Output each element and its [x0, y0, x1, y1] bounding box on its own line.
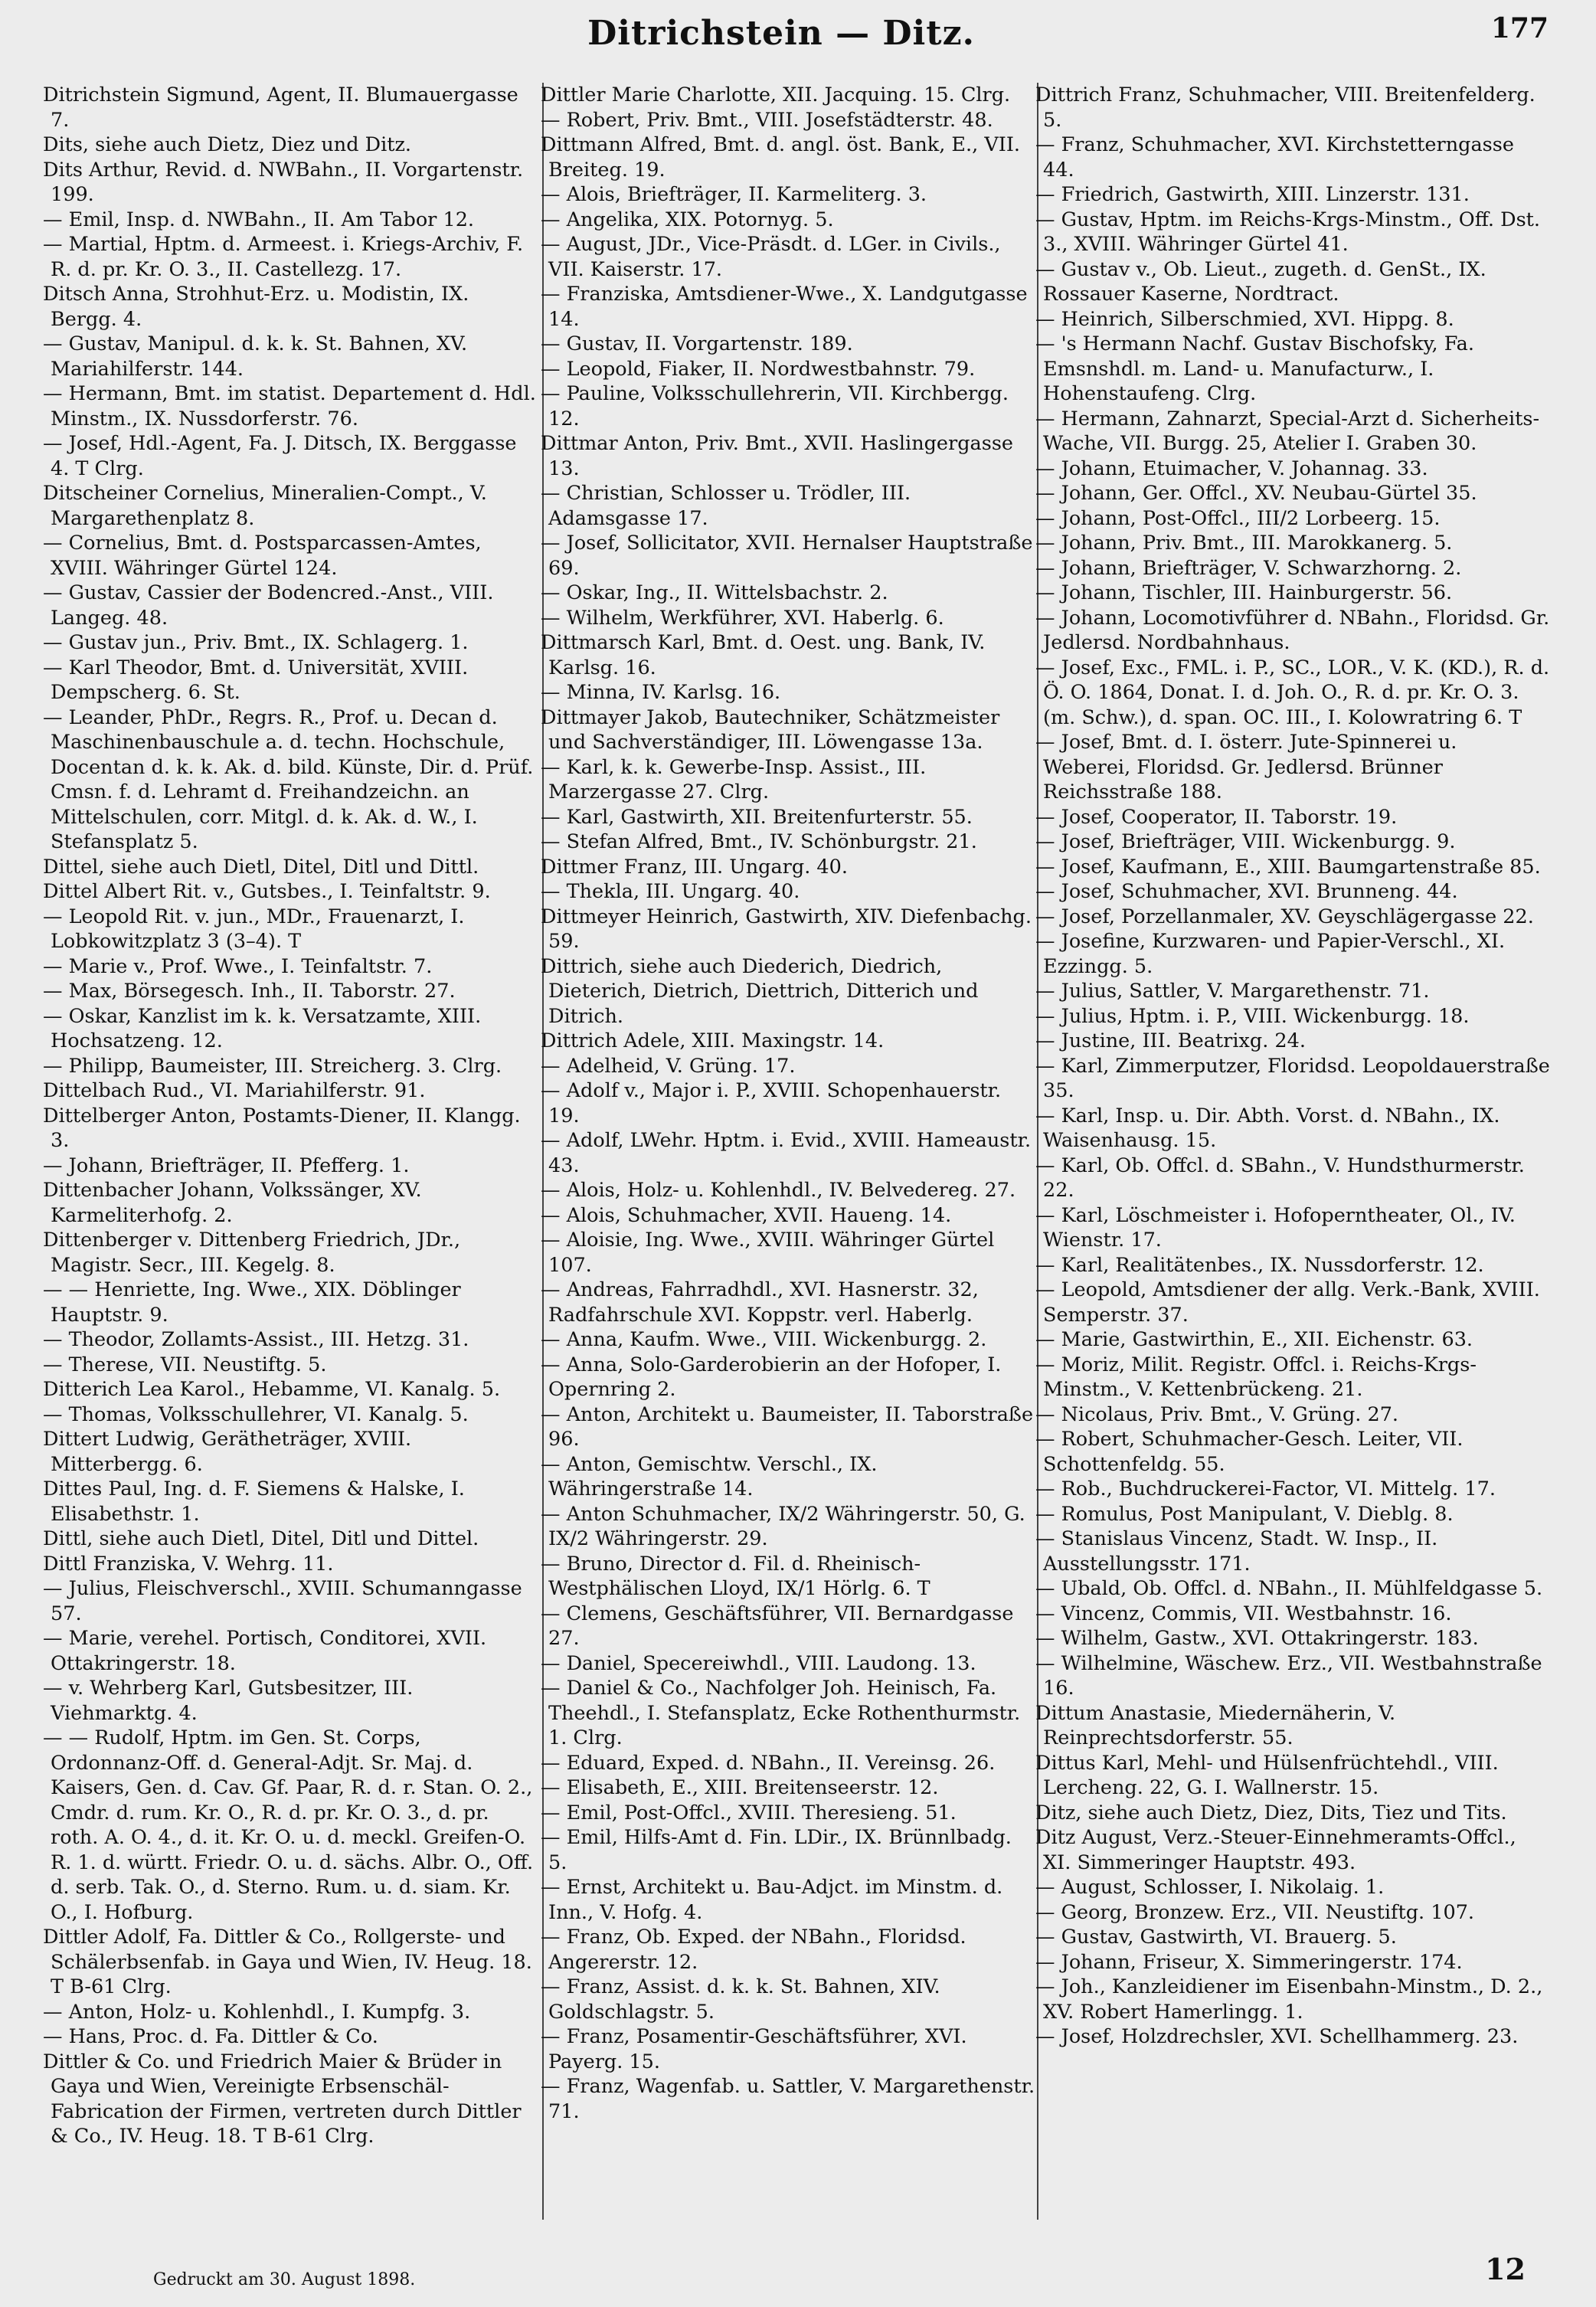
directory-entry: Ditrichstein Sigmund, Agent, II. Blumauergasse 7. [43, 83, 518, 132]
directory-entry: — Stefan Alfred, Bmt., IV. Schönburgstr. 21. [541, 830, 977, 853]
directory-entry: — Elisabeth, E., XIII. Breitenseerstr. 12. [541, 1776, 939, 1799]
directory-entry: Dittrich, siehe auch Diederich, Diedrich, Dieterich, Dietrich, Diettrich, Ditterich und Ditrich. [541, 954, 979, 1028]
directory-entry: — — Rudolf, Hptm. im Gen. St. Corps, Ordonnanz-Off. d. General-Adjt. Sr. Maj. d. Kaisers, Gen. d. Cav. Gf. Paar, R. d. r. Stan. O. 2., Cmdr. d. rum. Kr. O., R. d. pr. Kr. O. 3., d. pr. roth. A. O. 4., d. it. Kr. O. u. d. meckl. Greifen-O. R. 1. d. württ. Friedr. O. u. d. sächs. Albr. O., Off. d. serb. Tak. O., d. Sterno. Rum. u. d. siam. Kr. O., I. Hofburg. [43, 1726, 534, 1924]
directory-entry: — Nicolaus, Priv. Bmt., V. Grüng. 27. [1035, 1402, 1399, 1426]
directory-entry: — Josef, Hdl.-Agent, Fa. J. Ditsch, IX. Berggasse 4. T Clrg. [43, 432, 517, 480]
directory-entry: — Daniel & Co., Nachfolger Joh. Heinisch, Fa. Theehdl., I. Stefansplatz, Ecke Rothenthurmstr. 1. Clrg. [541, 1677, 1021, 1749]
directory-entry: — Josef, Holzdrechsler, XVI. Schellhammerg. 23. [1035, 2025, 1519, 2048]
directory-entry: — Theodor, Zollamts-Assist., III. Hetzg. 31. [43, 1328, 469, 1351]
directory-entry: — Bruno, Director d. Fil. d. Rheinisch-Westphälischen Lloyd, IX/1 Hörlg. 6. T [541, 1552, 930, 1600]
directory-entry: — Leopold Rit. v. jun., MDr., Frauenarzt, I. Lobkowitzplatz 3 (3–4). T [43, 905, 465, 953]
directory-entry: — Karl, k. k. Gewerbe-Insp. Assist., III. Marzergasse 27. Clrg. [541, 755, 927, 803]
directory-entry: — Alois, Schuhmacher, XVII. Haueng. 14. [541, 1203, 952, 1227]
column-3 [1035, 83, 1550, 2235]
directory-entry: — Leopold, Amtsdiener der allg. Verk.-Bank, XVIII. Semperstr. 37. [1035, 1278, 1540, 1327]
directory-entry: — Philipp, Baumeister, III. Streicherg. 3. Clrg. [43, 1054, 502, 1078]
directory-entry: — Ubald, Ob. Offcl. d. NBahn., II. Mühlfeldgasse 5. [1035, 1577, 1543, 1600]
directory-entry: — Franz, Ob. Exped. der NBahn., Floridsd. Angererstr. 12. [541, 1926, 966, 1974]
column-1 [43, 83, 541, 2235]
directory-entry: — Minna, IV. Karlsg. 16. [541, 681, 781, 704]
directory-entry: Dittel, siehe auch Dietl, Ditel, Ditl und Dittl. [43, 855, 479, 879]
directory-entry: — Moriz, Milit. Registr. Offcl. i. Reichs-Krgs-Minstm., V. Kettenbrückeng. 21. [1035, 1353, 1477, 1401]
directory-entry: — Josef, Briefträger, VIII. Wickenburgg. 9. [1035, 830, 1456, 853]
directory-entry: — Clemens, Geschäftsführer, VII. Bernardgasse 27. [541, 1602, 1014, 1650]
directory-entry: — Martial, Hptm. d. Armeest. i. Kriegs-Archiv, F. R. d. pr. Kr. O. 3., II. Castellezg. 17. [43, 233, 524, 281]
directory-entry: — Gustav, Manipul. d. k. k. St. Bahnen, XV. Mariahilferstr. 144. [43, 332, 468, 381]
directory-entry: — August, JDr., Vice-Präsdt. d. LGer. in Civils., VII. Kaiserstr. 17. [541, 233, 1001, 281]
directory-entry: — Karl, Gastwirth, XII. Breitenfurterstr. 55. [541, 805, 973, 829]
directory-entry: — Hans, Proc. d. Fa. Dittler & Co. [43, 2025, 378, 2048]
directory-entry: — Romulus, Post Manipulant, V. Dieblg. 8. [1035, 1502, 1454, 1526]
directory-entry: Ditsch Anna, Strohhut-Erz. u. Modistin, IX. Bergg. 4. [43, 283, 469, 331]
directory-entry: — Alois, Briefträger, II. Karmeliterg. 3. [541, 183, 927, 206]
directory-entry: — Andreas, Fahrradhdl., XVI. Hasnerstr. 32, Radfahrschule XVI. Koppstr. verl. Haberlg. [541, 1278, 979, 1327]
directory-entry: Dittes Paul, Ing. d. F. Siemens & Halske, I. Elisabethstr. 1. [43, 1477, 465, 1526]
directory-entry: — Adolf v., Major i. P., XVIII. Schopenhauerstr. 19. [541, 1079, 1002, 1127]
directory-entry: — Hermann, Bmt. im statist. Departement d. Hdl. Minstm., IX. Nussdorferstr. 76. [43, 382, 536, 430]
directory-entry: — Wilhelm, Werkführer, XVI. Haberlg. 6. [541, 606, 944, 630]
directory-entry: — August, Schlosser, I. Nikolaig. 1. [1035, 1876, 1385, 1899]
directory-entry: — Anton Schuhmacher, IX/2 Währingerstr. 50, G. IX/2 Währingerstr. 29. [541, 1502, 1025, 1550]
directory-entry: Ditterich Lea Karol., Hebamme, VI. Kanalg. 5. [43, 1378, 501, 1401]
page-footer [0, 2252, 1596, 2305]
printed-date-note: Gedruckt am 30. August 1898. [153, 2270, 416, 2289]
directory-entry: — Heinrich, Silberschmied, XVI. Hippg. 8. [1035, 307, 1454, 331]
directory-entry: — Josef, Cooperator, II. Taborstr. 19. [1035, 805, 1398, 829]
directory-entry: — Franz, Posamentir-Geschäftsführer, XVI. Payerg. 15. [541, 2025, 967, 2073]
directory-entry: — Karl, Realitätenbes., IX. Nussdorferstr. 12. [1035, 1253, 1484, 1277]
directory-entry: Ditz, siehe auch Dietz, Diez, Dits, Tiez und Tits. [1035, 1801, 1507, 1824]
directory-entry: — Karl, Insp. u. Dir. Abth. Vorst. d. NBahn., IX. Waisenhausg. 15. [1035, 1104, 1500, 1152]
directory-entry: Dittrich Franz, Schuhmacher, VIII. Breitenfelderg. 5. [1035, 83, 1535, 132]
directory-entry: Dittelbach Rud., VI. Mariahilferstr. 91. [43, 1079, 426, 1102]
directory-entry: — Rob., Buchdruckerei-Factor, VI. Mittelg. 17. [1035, 1477, 1496, 1500]
directory-entry: Ditz August, Verz.-Steuer-Einnehmeramts-Offcl., XI. Simmeringer Hauptstr. 493. [1035, 1826, 1516, 1874]
page-number: 177 [1490, 12, 1549, 44]
directory-entry: — Angelika, XIX. Potornyg. 5. [541, 208, 834, 231]
directory-entry: Dittler Adolf, Fa. Dittler & Co., Rollgerste- und Schälerbsenfab. in Gaya und Wien, IV. Heug. 18. T B-61 Clrg. [43, 1926, 532, 1998]
directory-entry: — Josef, Bmt. d. I. österr. Jute-Spinnerei u. Weberei, Floridsd. Gr. Jedlersd. Brünner Reichsstraße 188. [1035, 731, 1457, 803]
directory-entry: — Karl Theodor, Bmt. d. Universität, XVIII. Dempscherg. 6. St. [43, 656, 469, 704]
directory-entry: — — Henriette, Ing. Wwe., XIX. Döblinger Hauptstr. 9. [43, 1278, 461, 1327]
running-head: Ditrichstein — Ditz. [587, 14, 975, 53]
directory-entry: — Johann, Briefträger, II. Pfefferg. 1. [43, 1154, 410, 1177]
directory-entry: — Oskar, Ing., II. Wittelsbachstr. 2. [541, 581, 888, 604]
directory-entry: — Joh., Kanzleidiener im Eisenbahn-Minstm., D. 2., XV. Robert Hamerlingg. 1. [1035, 1975, 1543, 2024]
directory-entry: — Josef, Porzellanmaler, XV. Geyschlägergasse 22. [1035, 905, 1534, 928]
directory-entry: — Wilhelm, Gastw., XVI. Ottakringerstr. 183. [1035, 1627, 1479, 1650]
directory-entry: — Anna, Solo-Garderobierin an der Hofoper, I. Opernring 2. [541, 1353, 1002, 1401]
column-2 [541, 83, 1035, 2235]
directory-entry: — Karl, Ob. Offcl. d. SBahn., V. Hundsthurmerstr. 22. [1035, 1154, 1525, 1202]
directory-entry: — Anton, Holz- u. Kohlenhdl., I. Kumpfg. 3. [43, 2000, 471, 2024]
directory-entry: Dittl Franziska, V. Wehrg. 11. [43, 1552, 334, 1576]
directory-entry: — Anton, Gemischtw. Verschl., IX. Währingerstraße 14. [541, 1452, 878, 1500]
directory-entry: — Emil, Hilfs-Amt d. Fin. LDir., IX. Brünnlbadg. 5. [541, 1826, 1012, 1874]
directory-entry: — Georg, Bronzew. Erz., VII. Neustiftg. 107. [1035, 1900, 1475, 1924]
directory-entry: — Oskar, Kanzlist im k. k. Versatzamte, XIII. Hochsatzeng. 12. [43, 1004, 482, 1052]
directory-entry: — Robert, Priv. Bmt., VIII. Josefstädterstr. 48. [541, 108, 993, 132]
directory-entry: — Gustav, Gastwirth, VI. Brauerg. 5. [1035, 1926, 1397, 1949]
directory-entry: — Pauline, Volksschullehrerin, VII. Kirchbergg. 12. [541, 382, 1009, 430]
directory-entry: — Stanislaus Vincenz, Stadt. W. Insp., II. Ausstellungsstr. 171. [1035, 1527, 1438, 1576]
directory-entry: — Johann, Friseur, X. Simmeringerstr. 174. [1035, 1950, 1463, 1974]
directory-entry: — Max, Börsegesch. Inh., II. Taborstr. 27. [43, 980, 456, 1003]
directory-entry: — Josef, Exc., FML. i. P., SC., LOR., V. K. (KD.), R. d. Ö. O. 1864, Donat. I. d. Joh. O., R. d. pr. Kr. O. 3. (m. Schw.), d. span. OC. III., I. Kolowratring 6. T [1035, 656, 1550, 729]
directory-entry: — Johann, Etuimacher, V. Johannag. 33. [1035, 456, 1428, 480]
directory-entry: Dittl, siehe auch Dietl, Ditel, Ditl und Dittel. [43, 1527, 479, 1550]
directory-entry: — Karl, Zimmerputzer, Floridsd. Leopoldauerstraße 35. [1035, 1054, 1550, 1102]
directory-entry: — Johann, Ger. Offcl., XV. Neubau-Gürtel 35. [1035, 482, 1477, 505]
directory-entry: — Thomas, Volksschullehrer, VI. Kanalg. 5. [43, 1402, 469, 1426]
directory-entry: — Hermann, Zahnarzt, Special-Arzt d. Sicherheits-Wache, VII. Burgg. 25, Atelier I. Graben 30. [1035, 407, 1540, 455]
directory-entry: — Franz, Wagenfab. u. Sattler, V. Margarethenstr. 71. [541, 2075, 1035, 2123]
directory-entry: — Josef, Sollicitator, XVII. Hernalser Hauptstraße 69. [541, 532, 1033, 580]
directory-entry: — Alois, Holz- u. Kohlenhdl., IV. Belvedereg. 27. [541, 1179, 1016, 1202]
directory-entry: — Johann, Tischler, III. Hainburgerstr. 56. [1035, 581, 1453, 604]
directory-entry: — Gustav, Hptm. im Reichs-Krgs-Minstm., Off. Dst. 3., XVIII. Währinger Gürtel 41. [1035, 208, 1541, 256]
directory-entry: — Therese, VII. Neustiftg. 5. [43, 1353, 327, 1376]
signature-mark: 12 [1485, 2252, 1526, 2286]
directory-entry: — 's Hermann Nachf. Gustav Bischofsky, Fa. Emsnshdl. m. Land- u. Manufacturw., I. Hohenstaufeng. Clrg. [1035, 332, 1474, 405]
directory-entry: — Daniel, Specereiwhdl., VIII. Laudong. 13. [541, 1651, 976, 1675]
directory-entry: Dittmar Anton, Priv. Bmt., XVII. Haslingergasse 13. [541, 432, 1014, 480]
directory-entry: Dits, siehe auch Dietz, Diez und Ditz. [43, 133, 412, 156]
directory-entry: Ditscheiner Cornelius, Mineralien-Compt., V. Margarethenplatz 8. [43, 482, 487, 530]
directory-entry: — Franz, Schuhmacher, XVI. Kirchstetterngasse 44. [1035, 133, 1514, 182]
directory-entry: — Emil, Post-Offcl., XVIII. Theresieng. 51. [541, 1801, 957, 1824]
directory-entry: — Justine, III. Beatrixg. 24. [1035, 1029, 1306, 1052]
directory-entry: — Josef, Schuhmacher, XVI. Brunneng. 44. [1035, 880, 1458, 903]
directory-entry: Dits Arthur, Revid. d. NWBahn., II. Vorgartenstr. 199. [43, 158, 524, 206]
directory-entry: — Marie, Gastwirthin, E., XII. Eichenstr. 63. [1035, 1328, 1473, 1351]
directory-entry: Dittmayer Jakob, Bautechniker, Schätzmeister und Sachverständiger, III. Löwengasse 13a. [541, 705, 1000, 754]
directory-entry: — Leopold, Fiaker, II. Nordwestbahnstr. 79. [541, 357, 976, 381]
directory-entry: Dittenberger v. Dittenberg Friedrich, JDr., Magistr. Secr., III. Kegelg. 8. [43, 1229, 461, 1277]
directory-entry: — Johann, Locomotivführer d. NBahn., Floridsd. Gr. Jedlersd. Nordbahnhaus. [1035, 606, 1550, 654]
directory-entry: Dittmer Franz, III. Ungarg. 40. [541, 855, 848, 879]
directory-entry: — Wilhelmine, Wäschew. Erz., VII. Westbahnstraße 16. [1035, 1651, 1542, 1700]
directory-entry: — Karl, Löschmeister i. Hofoperntheater, Ol., IV. Wienstr. 17. [1035, 1203, 1516, 1252]
directory-entry: — Anna, Kaufm. Wwe., VIII. Wickenburgg. 2. [541, 1328, 987, 1351]
directory-entry: Dittmann Alfred, Bmt. d. angl. öst. Bank, E., VII. Breiteg. 19. [541, 133, 1021, 182]
directory-entry: — Josefine, Kurzwaren- und Papier-Verschl., XI. Ezzingg. 5. [1035, 930, 1506, 978]
directory-entry: — Franziska, Amtsdiener-Wwe., X. Landgutgasse 14. [541, 283, 1028, 331]
directory-entry: — Thekla, III. Ungarg. 40. [541, 880, 800, 903]
directory-entry: — Johann, Post-Offcl., III/2 Lorbeerg. 15. [1035, 506, 1441, 530]
directory-entry: Dittmarsch Karl, Bmt. d. Oest. ung. Bank, IV. Karlsg. 16. [541, 631, 986, 679]
directory-entry: Dittel Albert Rit. v., Gutsbes., I. Teinfaltstr. 9. [43, 880, 491, 903]
page-header [0, 0, 1596, 74]
directory-entry: Dittelberger Anton, Postamts-Diener, II. Klangg. 3. [43, 1104, 521, 1152]
directory-entry: — Gustav v., Ob. Lieut., zugeth. d. GenSt., IX. Rossauer Kaserne, Nordtract. [1035, 257, 1486, 306]
directory-entry: — Julius, Fleischverschl., XVIII. Schumanngasse 57. [43, 1577, 522, 1625]
directory-entry: — Leander, PhDr., Regrs. R., Prof. u. Decan d. Maschinenbauschule a. d. techn. Hochschule, Docentan d. k. k. Ak. d. bild. Künste, Dir. d. Prüf. Cmsn. f. d. Lehramt d. Freihandzeichn. an Mittelschulen, corr. Mitgl. d. k. Ak. d. W., I. Stefansplatz 5. [43, 705, 534, 853]
directory-entry: — Marie, verehel. Portisch, Conditorei, XVII. Ottakringerstr. 18. [43, 1627, 487, 1675]
directory-entry: — Robert, Schuhmacher-Gesch. Leiter, VII. Schottenfeldg. 55. [1035, 1428, 1464, 1476]
directory-entry: Dittum Anastasie, Miedernäherin, V. Reinprechtsdorferstr. 55. [1035, 1701, 1396, 1749]
directory-entry: — Aloisie, Ing. Wwe., XVIII. Währinger Gürtel 107. [541, 1229, 995, 1277]
directory-entry: — Christian, Schlosser u. Trödler, III. Adamsgasse 17. [541, 482, 911, 530]
directory-entry: — Adolf, LWehr. Hptm. i. Evid., XVIII. Hameaustr. 43. [541, 1129, 1032, 1177]
directory-entry: — Cornelius, Bmt. d. Postsparcassen-Amtes, XVIII. Währinger Gürtel 124. [43, 532, 482, 580]
directory-entry: — Adelheid, V. Grüng. 17. [541, 1054, 796, 1078]
directory-entry: — v. Wehrberg Karl, Gutsbesitzer, III. Viehmarktg. 4. [43, 1677, 414, 1725]
directory-entry: — Gustav, II. Vorgartenstr. 189. [541, 332, 853, 355]
directory-entry: Dittrich Adele, XIII. Maxingstr. 14. [541, 1029, 885, 1052]
directory-entry: — Marie v., Prof. Wwe., I. Teinfaltstr. 7. [43, 954, 433, 978]
directory-entry: Dittenbacher Johann, Volkssänger, XV. Karmeliterhofg. 2. [43, 1179, 422, 1227]
directory-entry: — Emil, Insp. d. NWBahn., II. Am Tabor 12. [43, 208, 475, 231]
directory-entry: — Gustav jun., Priv. Bmt., IX. Schlagerg. 1. [43, 631, 469, 654]
directory-entry: — Anton, Architekt u. Baumeister, II. Taborstraße 96. [541, 1402, 1034, 1451]
directory-entry: — Josef, Kaufmann, E., XIII. Baumgartenstraße 85. [1035, 855, 1541, 879]
directory-entry: — Eduard, Exped. d. NBahn., II. Vereinsg. 26. [541, 1751, 996, 1775]
directory-entry: — Vincenz, Commis, VII. Westbahnstr. 16. [1035, 1602, 1452, 1625]
directory-entry: Dittler Marie Charlotte, XII. Jacquing. 15. Clrg. [541, 83, 1011, 106]
directory-entry: Dittert Ludwig, Gerätheträger, XVIII. Mitterbergg. 6. [43, 1428, 412, 1476]
directory-entry: Dittler & Co. und Friedrich Maier & Brüder in Gaya und Wien, Vereinigte Erbsenschäl-Fabrication der Firmen, vertreten durch Dittler & Co., IV. Heug. 18. T B-61 Clrg. [43, 2050, 522, 2148]
directory-entry: — Johann, Priv. Bmt., III. Marokkanerg. 5. [1035, 532, 1453, 555]
directory-entry: Dittmeyer Heinrich, Gastwirth, XIV. Diefenbachg. 59. [541, 905, 1032, 953]
directory-entry: — Franz, Assist. d. k. k. St. Bahnen, XIV. Goldschlagstr. 5. [541, 1975, 940, 2024]
directory-entry: — Julius, Sattler, V. Margarethenstr. 71. [1035, 980, 1430, 1003]
directory-entry: — Friedrich, Gastwirth, XIII. Linzerstr. 131. [1035, 183, 1470, 206]
directory-entry: Dittus Karl, Mehl- und Hülsenfrüchtehdl., VIII. Lercheng. 22, G. I. Wallnerstr. 15. [1035, 1751, 1499, 1799]
directory-entry: — Ernst, Architekt u. Bau-Adjct. im Minstm. d. Inn., V. Hofg. 4. [541, 1876, 1003, 1924]
directory-entry: — Johann, Briefträger, V. Schwarzhorng. 2. [1035, 556, 1462, 580]
directory-entry: — Gustav, Cassier der Bodencred.-Anst., VIII. Langeg. 48. [43, 581, 494, 630]
directory-entry: — Julius, Hptm. i. P., VIII. Wickenburgg. 18. [1035, 1004, 1470, 1028]
